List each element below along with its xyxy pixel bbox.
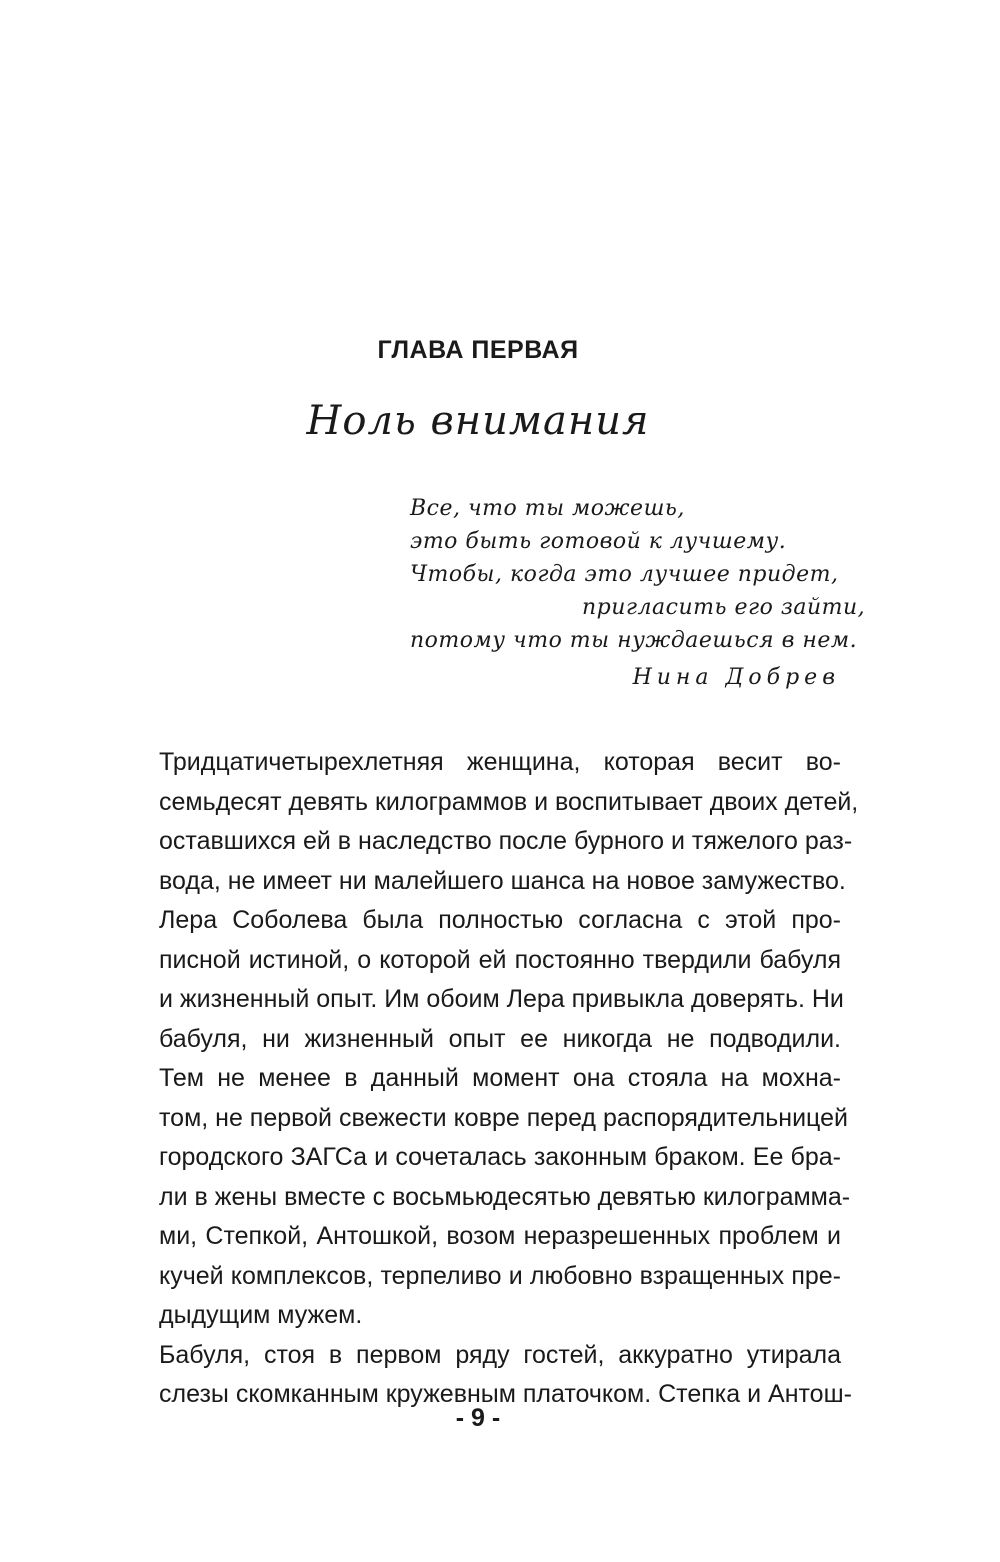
page-number: - 9 - (455, 1404, 501, 1432)
text-line: кучей комплексов, терпеливо и любовно взращенных пре- (159, 1261, 841, 1290)
text-line: том, не первой свежести ковре перед распорядительницей (159, 1103, 848, 1132)
text-line: Тем не менее в данный момент она стояла на мохна- (159, 1064, 841, 1092)
epigraph-author: Нина Добрев (632, 665, 840, 690)
epigraph (410, 492, 866, 694)
epigraph-line: пригласить его зайти, (582, 595, 866, 620)
text-line: Бабуля, стоя в первом ряду гостей, аккуратно утирала (159, 1340, 841, 1369)
body-text (159, 743, 859, 1415)
chapter-label: ГЛАВА ПЕРВАЯ (377, 336, 579, 364)
epigraph-line: Чтобы, когда это лучшее придет, (410, 562, 839, 587)
text-line: семьдесят девять килограммов и воспитывает двоих детей, (159, 787, 859, 816)
text-line: и жизненный опыт. Им обоим Лера привыкла доверять. Ни (159, 985, 844, 1013)
text-line: оставшихся ей в наследство после бурного и тяжелого раз- (159, 827, 853, 855)
epigraph-line: Все, что ты можешь, (410, 496, 685, 521)
text-line: ми, Степкой, Антошкой, возом неразрешенных проблем и (159, 1222, 841, 1250)
text-line: городского ЗАГСа и сочеталась законным браком. Ее бра- (159, 1143, 841, 1171)
text-line: дыдущим мужем. (159, 1301, 363, 1329)
epigraph-line: это быть готовой к лучшему. (410, 529, 787, 554)
text-line: вода, не имеет ни малейшего шанса на новое замужество. (159, 866, 846, 895)
epigraph-line: потому что ты нуждаешься в нем. (410, 628, 858, 653)
text-line: Тридцатичетырехлетняя женщина, которая весит во- (159, 748, 841, 776)
text-line: слезы скомканным кружевным платочком. Степка и Антош- (159, 1380, 852, 1408)
text-line: Лера Соболева была полностью согласна с этой про- (159, 906, 841, 934)
text-line: бабуля, ни жизненный опыт ее никогда не подводили. (159, 1024, 841, 1053)
chapter-title: Ноль внимания (306, 398, 650, 444)
text-line: ли в жены вместе с восьмьюдесятью девятью килограмма- (159, 1182, 851, 1211)
text-line: писной истиной, о которой ей постоянно твердили бабуля (159, 945, 841, 974)
